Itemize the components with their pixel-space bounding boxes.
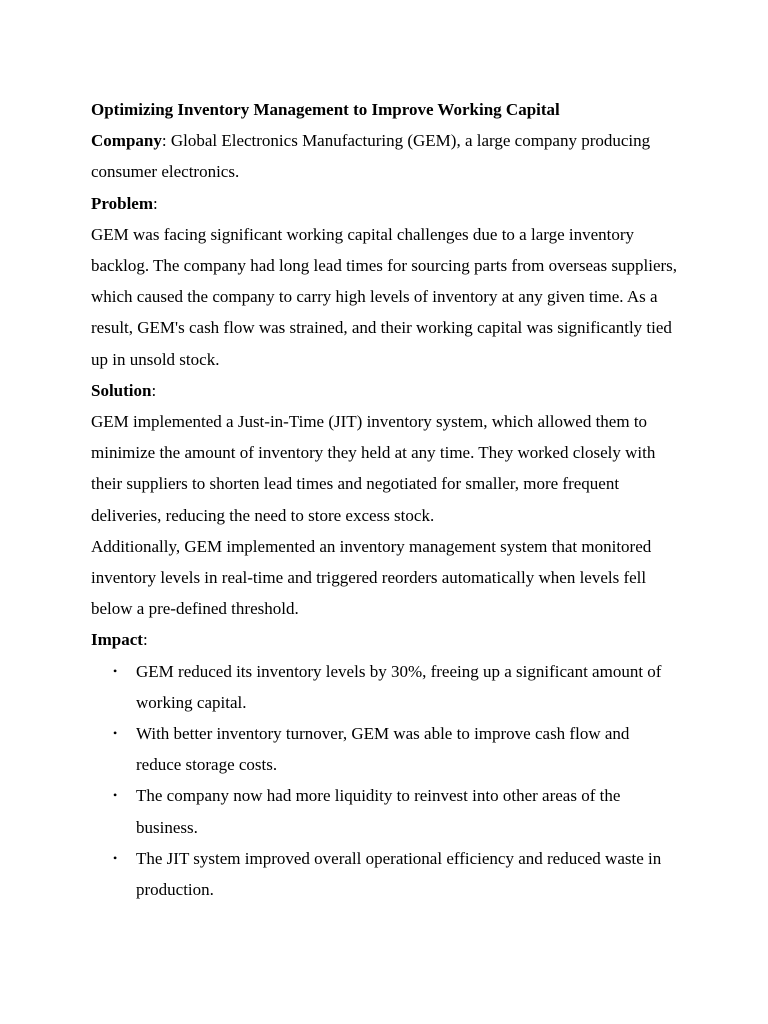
- list-item: [113, 780, 678, 842]
- problem-heading: [91, 188, 678, 219]
- solution-body-2: Additionally, GEM implemented an inventory management system that monitored inventory levels in real-time and triggered reorders automatically when levels fell below a pre-defined threshold.: [91, 536, 652, 619]
- bullet-icon: •: [113, 788, 118, 803]
- problem-body: GEM was facing significant working capital challenges due to a large inventory backlog. The company had long lead times for sourcing parts from overseas suppliers, which caused the company to carry high levels of inventory at any given time. As a result, GEM's cash flow was strained, and their working capital was significantly tied up in unsold stock.: [91, 224, 678, 369]
- solution-body-1: GEM implemented a Just-in-Time (JIT) inventory system, which allowed them to minimize the amount of inventory they held at any time. They worked closely with their suppliers to shorten lead times and negotiated for smaller, more frequent deliveries, reducing the need to store excess stock.: [91, 412, 656, 525]
- problem-colon: :: [153, 193, 158, 213]
- impact-item-text: With better inventory turnover, GEM was able to improve cash flow and reduce storage costs.: [136, 724, 630, 775]
- solution-colon: :: [151, 380, 157, 400]
- impact-colon: :: [142, 630, 148, 650]
- bullet-icon: •: [113, 850, 118, 865]
- company-label: Company: [91, 131, 162, 151]
- document-title: Optimizing Inventory Management to Improve Working Capital: [91, 100, 560, 119]
- list-item: [113, 656, 678, 718]
- problem-label: Problem: [91, 193, 154, 213]
- bullet-icon: •: [113, 726, 118, 741]
- impact-list: [91, 656, 678, 906]
- solution-label: Solution: [91, 380, 152, 400]
- impact-heading: [91, 624, 678, 655]
- impact-item-text: GEM reduced its inventory levels by 30%, freeing up a significant amount of working capital.: [136, 661, 662, 712]
- company-line: [91, 125, 678, 187]
- impact-label: Impact: [91, 630, 143, 650]
- list-item: [113, 718, 678, 780]
- list-item: [113, 843, 678, 905]
- impact-item-text: The JIT system improved overall operational efficiency and reduced waste in production.: [136, 848, 662, 900]
- impact-item-text: The company now had more liquidity to reinvest into other areas of the business.: [136, 786, 621, 837]
- company-text: : Global Electronics Manufacturing (GEM), a large company producing consumer electronics.: [91, 131, 651, 182]
- solution-heading: [91, 375, 678, 406]
- bullet-icon: •: [113, 663, 118, 678]
